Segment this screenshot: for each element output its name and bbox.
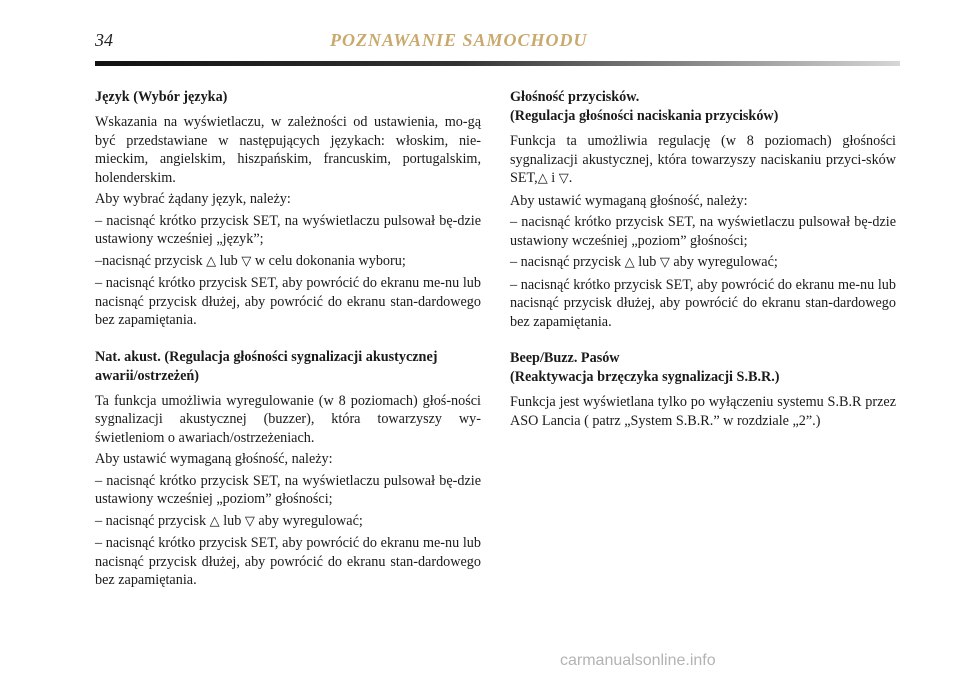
header-rule [95,61,900,66]
alarm-volume-step-2: – nacisnąć przycisk △ lub ▽ aby wyregulować; [95,512,363,529]
button-volume-section [510,88,896,331]
button-volume-step-2: – nacisnąć przycisk △ lub ▽ aby wyregulować; [510,254,778,270]
triangle-down-icon: ▽ [241,253,252,269]
page-number: 34 [95,30,113,50]
alarm-volume-heading: Nat. akust. (Regulacja głośności sygnalizacji akustycznej awarii/ostrzeżeń) [95,348,438,384]
watermark: carmanualsonline.info [560,652,716,669]
language-step-2: –nacisnąć przycisk △ lub ▽ w celu dokonania wyboru; [95,252,406,269]
triangle-up-icon: △ [624,255,635,270]
sbr-section [510,349,896,430]
triangle-up-icon: △ [209,513,220,529]
language-step-3: – nacisnąć krótko przycisk SET, aby powrócić do ekranu me-nu lub nacisnąć przycisk dłużej, aby powrócić do ekranu stan-dardowego bez zapamiętania. [95,275,481,328]
alarm-volume-step-1: – nacisnąć krótko przycisk SET, na wyświetlaczu pulsował bę-dzie ustawiony wcześniej „poziom” głośności; [95,472,481,507]
sbr-heading: Beep/Buzz. Pasów (Reaktywacja brzęczyka sygnalizacji S.B.R.) [510,350,780,385]
alarm-volume-step-intro: Aby ustawić wymaganą głośność, należy: [95,451,333,467]
sbr-description: Funkcja jest wyświetlana tylko po wyłączeniu systemu S.B.R przez ASO Lancia ( patrz „System S.B.R.” w rozdziale „2”.) [510,394,896,429]
triangle-up-icon: △ [537,171,548,186]
language-heading: Język (Wybór języka) [95,89,228,105]
language-intro: Wskazania na wyświetlaczu, w zależności od ustawienia, mo-gą być przedstawiane w następujących językach: włoskim, nie-mieckim, angielskim, hiszpańskim, francuskim, portugalskim, holenderskim. [95,114,481,186]
language-step-1: – nacisnąć krótko przycisk SET, na wyświetlaczu pulsował bę-dzie ustawiony wcześniej „język”; [95,212,481,247]
button-volume-intro: Funkcja ta umożliwia regulację (w 8 poziomach) głośności sygnalizacji akustycznej, która towarzyszy naciskaniu przyci-sków SET,△ i ▽. [510,133,896,186]
alarm-volume-section [95,348,481,590]
button-volume-step-intro: Aby ustawić wymaganą głośność, należy: [510,192,748,209]
triangle-down-icon: ▽ [558,171,569,186]
language-section [95,88,481,330]
triangle-up-icon: △ [206,253,217,269]
language-step-intro: Aby wybrać żądany język, należy: [95,191,291,207]
left-column [95,88,481,608]
triangle-down-icon: ▽ [244,513,255,529]
section-title: POZNAWANIE SAMOCHODU [330,30,588,50]
right-column [510,88,896,448]
triangle-down-icon: ▽ [659,255,670,270]
alarm-volume-intro: Ta funkcja umożliwia wyregulowanie (w 8 poziomach) głoś-ności sygnalizacji akustycznej (buzzer), która towarzyszy wy-świetleniom o awariach/ostrzeżeniach. [95,392,481,446]
button-volume-step-1: – nacisnąć krótko przycisk SET, na wyświetlaczu pulsował bę-dzie ustawiony wcześniej „poziom” głośności; [510,214,896,249]
alarm-volume-step-3: – nacisnąć krótko przycisk SET, aby powrócić do ekranu me-nu lub nacisnąć przycisk dłużej, aby powrócić do ekranu stan-dardowego bez zapamiętania. [95,535,481,588]
button-volume-step-3: – nacisnąć krótko przycisk SET, aby powrócić do ekranu me-nu lub nacisnąć przycisk dłużej, aby powrócić do ekranu stan-dardowego bez zapamiętania. [510,276,896,330]
button-volume-heading: Głośność przycisków. (Regulacja głośności naciskania przycisków) [510,89,779,124]
